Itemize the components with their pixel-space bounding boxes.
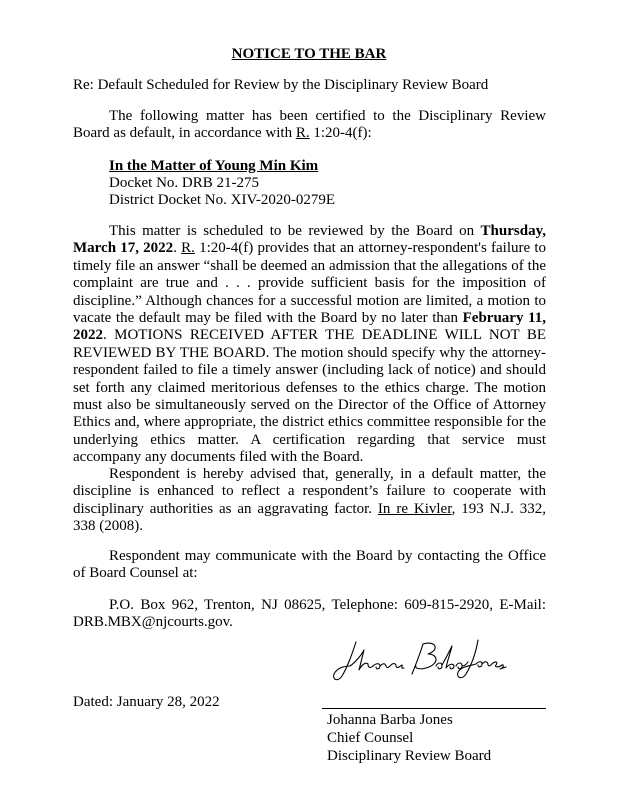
notice-title: NOTICE TO THE BAR [231,46,387,62]
matter-caption: In the Matter of Young Min Kim [109,158,319,174]
matter-block [109,158,335,209]
contact-details-paragraph: P.O. Box 962, Trenton, NJ 08625, Telephone: 609-815-2920, E-Mail: DRB.MBX@njcourts.gov. [73,597,546,631]
hearing-date: Thursday, March 17, 2022 [73,223,546,257]
signer-organization: Disciplinary Review Board [327,748,492,764]
intro-paragraph [73,108,546,143]
signer-title: Chief Counsel [327,730,414,746]
review-paragraph [73,223,546,467]
review-text-2: . [173,240,182,257]
advisory-text-1: Respondent is hereby advised that, generally, in a default matter, the discipline is enhanced to reflect a respondent’s failure to cooperate with disciplinary authorities as an aggravating factor. [73,466,546,517]
advisory-text-2: , 193 N.J. 332, 338 (2008). [73,500,546,535]
review-text-3: 1:20-4(f) provides that an attorney-respondent's failure to timely file an answer “shall be deemed an admission that the allegations of the complaint are true and . . . provide sufficient basis for the imposition of discipline.” Although chances for a successful motion are limited, a motion to vacate the default may be filed with the Board by no later than [73,240,547,327]
signer-name: Johanna Barba Jones [327,712,453,728]
review-text-4: . MOTIONS RECEIVED AFTER THE DEADLINE WILL NOT BE REVIEWED BY THE BOARD. The motion should specify why the attorney-respondent failed to file a timely answer (including lack of notice) and should set forth any claimed meritorious defenses to the ethics charge. The motion must also be simultaneously served on the Director of the Office of Attorney Ethics and, where appropriate, the district ethics committee responsible for the underlying ethics matter. A certification regarding that service must accompany any documents filed with the Board. [73,327,546,466]
rule-reference: R. [295,125,310,142]
re-line: Re: Default Scheduled for Review by the Disciplinary Review Board [73,77,489,93]
signature-line [322,708,546,709]
rule-reference: R. [181,240,195,257]
district-docket-number: District Docket No. XIV-2020-0279E [109,192,336,208]
intro-text: The following matter has been certified to the Disciplinary Review Board as default, in accordance with [73,108,546,142]
signer-block [327,711,491,765]
advisory-paragraph [73,466,546,536]
dated-line: Dated: January 28, 2022 [73,694,220,710]
review-text-1: This matter is scheduled to be reviewed by the Board on [109,223,481,239]
motion-deadline: February 11, 2022 [73,310,546,344]
contact-intro-paragraph: Respondent may communicate with the Board by contacting the Office of Board Counsel at: [73,548,546,582]
intro-rule-number: 1:20-4(f): [309,125,372,142]
handwritten-signature [328,632,508,686]
case-citation: In re Kivler [377,500,452,517]
docket-number: Docket No. DRB 21-275 [109,175,259,191]
